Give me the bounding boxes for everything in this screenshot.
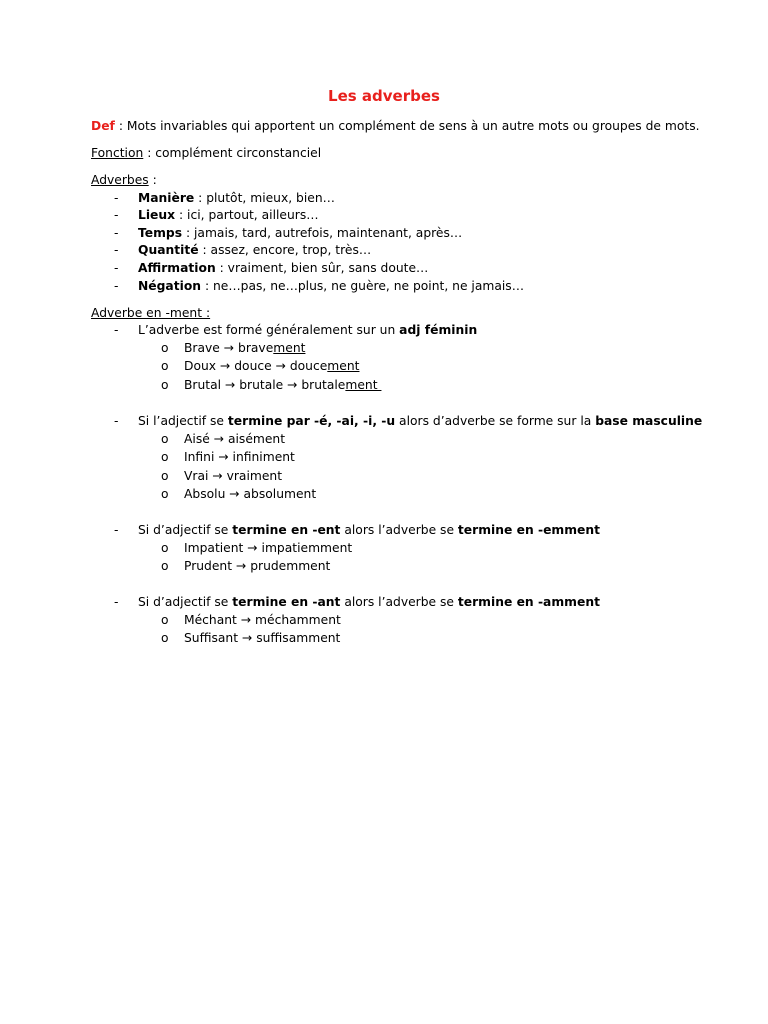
example-item	[184, 486, 316, 503]
def-text: : Mots invariables qui apportent un complément de sens à un autre mots ou groupes de mots.	[114, 119, 700, 133]
rule-bold: termine en -emment	[457, 523, 601, 537]
list-item	[138, 278, 524, 295]
ment-label: Adverbe en -ment :	[91, 306, 211, 320]
example-item	[184, 558, 330, 575]
example-feminine: douce	[234, 359, 272, 373]
example-feminine: brutale	[239, 378, 284, 392]
sub-bullet: o	[161, 469, 169, 483]
list-dash: -	[114, 191, 119, 205]
list-dash: -	[114, 208, 119, 222]
arrow-icon: →	[220, 359, 231, 373]
list-dash: -	[114, 323, 119, 337]
rule-text: L’adverbe est formé généralement sur un	[138, 323, 400, 337]
example-result: impatiemment	[261, 541, 353, 555]
list-item	[138, 225, 462, 242]
example-suffix: ment	[327, 359, 360, 373]
rule-bold: termine en -ent	[232, 523, 341, 537]
example-result: brave	[238, 341, 274, 355]
example-suffix: ment	[273, 341, 306, 355]
arrow-icon: →	[212, 469, 223, 483]
example-result: vraiment	[226, 469, 283, 483]
rule-text: Si d’adjectif se	[138, 595, 233, 609]
item-term: Quantité	[138, 243, 199, 257]
list-item	[138, 242, 371, 259]
example-item	[184, 612, 341, 629]
arrow-icon: →	[224, 378, 236, 392]
rule-text: Si l’adjectif se	[138, 414, 228, 428]
list-dash: -	[114, 226, 119, 240]
rule-text: alors d’adverbe se forme sur la	[395, 414, 596, 428]
list-dash: -	[114, 243, 119, 257]
example-item	[184, 449, 295, 466]
list-item	[138, 207, 319, 224]
adverbes-label: Adverbes	[91, 173, 149, 187]
rule-text: alors l’adverbe se	[340, 595, 458, 609]
definition-line	[91, 118, 700, 135]
sub-bullet: o	[161, 432, 169, 446]
example-item	[184, 540, 352, 557]
arrow-icon: →	[218, 450, 229, 464]
item-text: : plutôt, mieux, bien…	[194, 191, 335, 205]
sub-bullet: o	[161, 378, 169, 392]
sub-bullet: o	[161, 631, 169, 645]
list-dash: -	[114, 261, 119, 275]
example-item	[184, 468, 282, 485]
sub-bullet: o	[161, 487, 169, 501]
arrow-icon: →	[247, 541, 258, 555]
example-base: Brutal	[184, 378, 222, 392]
rule-3	[138, 522, 600, 539]
example-item	[184, 340, 305, 357]
rule-bold: termine par -é, -ai, -i, -u	[227, 414, 396, 428]
item-text: : assez, encore, trop, très…	[198, 243, 372, 257]
example-base: Suffisant	[184, 631, 239, 645]
ment-heading	[91, 305, 210, 322]
rule-bold: adj féminin	[399, 323, 478, 337]
example-base: Méchant	[184, 613, 237, 627]
list-dash: -	[114, 595, 119, 609]
example-result: prudemment	[250, 559, 331, 573]
arrow-icon: →	[240, 613, 252, 627]
def-label: Def	[91, 119, 115, 133]
page-title: Les adverbes	[328, 87, 440, 105]
example-result: suffisamment	[256, 631, 341, 645]
list-item	[138, 260, 428, 277]
rule-bold: termine en -amment	[457, 595, 600, 609]
rule-1	[138, 322, 477, 339]
example-result: méchamment	[255, 613, 341, 627]
sub-bullet: o	[161, 450, 169, 464]
rule-bold: termine en -ant	[232, 595, 341, 609]
item-term: Manière	[138, 191, 195, 205]
rule-4	[138, 594, 600, 611]
example-item	[184, 431, 285, 448]
example-base: Brave	[184, 341, 220, 355]
arrow-icon: →	[241, 631, 253, 645]
fonction-line	[91, 145, 321, 162]
sub-bullet: o	[161, 541, 169, 555]
example-base: Prudent	[184, 559, 233, 573]
example-item	[184, 377, 381, 394]
item-term: Affirmation	[138, 261, 216, 275]
adverbes-colon: :	[148, 173, 157, 187]
example-result: douce	[289, 359, 328, 373]
example-suffix: ment	[345, 378, 382, 392]
example-item	[184, 358, 359, 375]
example-result: aisément	[227, 432, 286, 446]
adverbes-heading	[91, 172, 157, 189]
item-text: : jamais, tard, autrefois, maintenant, après…	[182, 226, 463, 240]
item-text: : vraiment, bien sûr, sans doute…	[215, 261, 429, 275]
item-term: Négation	[138, 279, 202, 293]
arrow-icon: →	[223, 341, 235, 355]
arrow-icon: →	[275, 359, 286, 373]
item-text: : ne…pas, ne…plus, ne guère, ne point, ne jamais…	[201, 279, 525, 293]
example-base: Absolu	[184, 487, 226, 501]
list-dash: -	[114, 414, 119, 428]
example-result: brutale	[301, 378, 346, 392]
list-dash: -	[114, 279, 119, 293]
arrow-icon: →	[213, 432, 225, 446]
item-term: Lieux	[138, 208, 176, 222]
example-result: absolument	[243, 487, 317, 501]
fonction-text: : complément circonstanciel	[143, 146, 322, 160]
rule-2	[138, 413, 702, 430]
example-base: Impatient	[184, 541, 244, 555]
list-item	[138, 190, 335, 207]
fonction-label: Fonction	[91, 146, 144, 160]
arrow-icon: →	[287, 378, 298, 392]
arrow-icon: →	[229, 487, 240, 501]
example-base: Aisé	[184, 432, 210, 446]
sub-bullet: o	[161, 613, 169, 627]
sub-bullet: o	[161, 341, 169, 355]
sub-bullet: o	[161, 559, 169, 573]
rule-text: Si d’adjectif se	[138, 523, 233, 537]
example-result: infiniment	[232, 450, 295, 464]
rule-bold: base masculine	[595, 414, 703, 428]
item-term: Temps	[138, 226, 183, 240]
example-base: Doux	[184, 359, 217, 373]
arrow-icon: →	[235, 559, 247, 573]
list-dash: -	[114, 523, 119, 537]
example-base: Vrai	[184, 469, 209, 483]
item-text: : ici, partout, ailleurs…	[175, 208, 319, 222]
sub-bullet: o	[161, 359, 169, 373]
rule-text: alors l’adverbe se	[340, 523, 458, 537]
example-base: Infini	[184, 450, 215, 464]
example-item	[184, 630, 340, 647]
